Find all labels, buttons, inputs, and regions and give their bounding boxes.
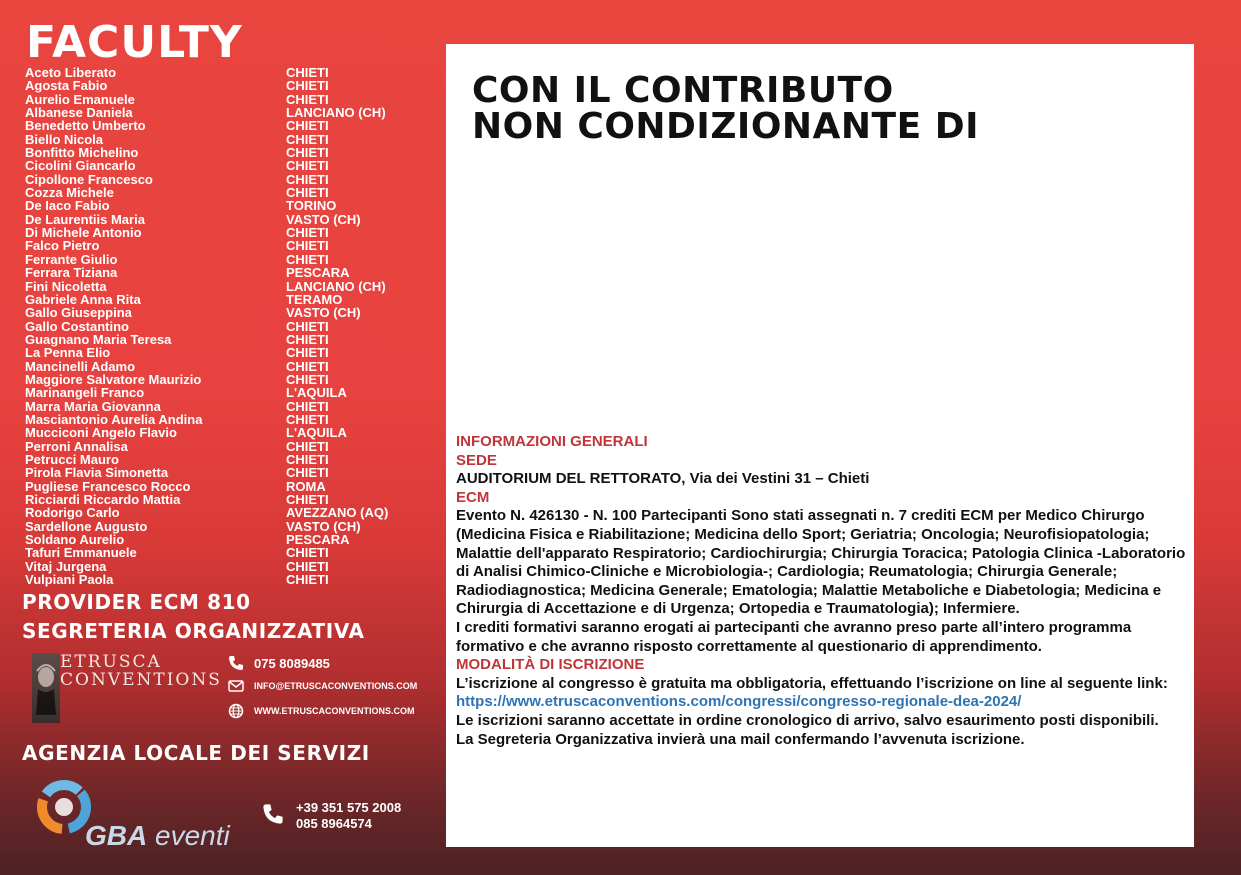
faculty-city: CHIETI bbox=[286, 238, 329, 254]
faculty-name: Bonfitto Michelino bbox=[25, 145, 139, 161]
faculty-city: CHIETI bbox=[286, 118, 329, 134]
registration-confirm: La Segreteria Organizzativa invierà una mail confermando l’avvenuta iscrizione. bbox=[456, 730, 1025, 748]
info-panel bbox=[446, 44, 1194, 847]
faculty-row bbox=[25, 119, 415, 132]
faculty-city: CHIETI bbox=[286, 225, 329, 241]
ecm-title: ECM bbox=[456, 488, 490, 506]
agency-phone-2[interactable] bbox=[296, 816, 372, 831]
faculty-row bbox=[25, 226, 415, 239]
faculty-row bbox=[25, 466, 415, 479]
faculty-name: Marinangeli Franco bbox=[25, 385, 145, 401]
faculty-city: L'AQUILA bbox=[286, 425, 347, 441]
faculty-row bbox=[25, 546, 415, 559]
faculty-row bbox=[25, 66, 415, 79]
faculty-city: CHIETI bbox=[286, 492, 329, 507]
faculty-city: CHIETI bbox=[286, 251, 329, 267]
faculty-name: Perroni Annalisa bbox=[25, 438, 128, 454]
faculty-name: Vulpiani Paola bbox=[25, 572, 114, 588]
faculty-row bbox=[25, 400, 415, 413]
faculty-row bbox=[25, 79, 415, 92]
faculty-city: CHIETI bbox=[286, 65, 329, 80]
general-info-title: INFORMAZIONI GENERALI bbox=[456, 433, 648, 450]
provider-website-text: WWW.ETRUSCACONVENTIONS.COM bbox=[254, 706, 415, 716]
faculty-row bbox=[25, 106, 415, 119]
phone-icon bbox=[262, 803, 284, 825]
faculty-row bbox=[25, 373, 415, 386]
faculty-row bbox=[25, 506, 415, 519]
gba-logo-text: GBA eventi bbox=[85, 820, 230, 851]
faculty-name: Albanese Daniela bbox=[25, 105, 133, 121]
faculty-row bbox=[25, 253, 415, 266]
faculty-name: Gallo Giuseppina bbox=[25, 305, 132, 321]
faculty-name: Biello Nicola bbox=[25, 131, 104, 147]
provider-phone[interactable] bbox=[228, 655, 330, 671]
faculty-row bbox=[25, 146, 415, 159]
faculty-row bbox=[25, 93, 415, 106]
faculty-row bbox=[25, 573, 415, 586]
faculty-name: Pugliese Francesco Rocco bbox=[25, 478, 191, 494]
faculty-row bbox=[25, 480, 415, 493]
faculty-row bbox=[25, 266, 415, 279]
provider-label: PROVIDER ECM 810 bbox=[22, 590, 251, 614]
faculty-city: VASTO (CH) bbox=[286, 211, 361, 227]
faculty-name: Cozza Michele bbox=[25, 185, 114, 201]
faculty-row bbox=[25, 453, 415, 466]
gba-eventi-logo bbox=[33, 776, 243, 856]
faculty-name: Mancinelli Adamo bbox=[25, 358, 136, 374]
faculty-row bbox=[25, 520, 415, 533]
faculty-city: CHIETI bbox=[286, 78, 329, 94]
faculty-row bbox=[25, 293, 415, 306]
agency-phone-1[interactable] bbox=[296, 800, 401, 815]
agency-phone-1-text: +39 351 575 2008 bbox=[296, 800, 402, 815]
faculty-row bbox=[25, 320, 415, 333]
faculty-row bbox=[25, 186, 415, 199]
faculty-name: Cicolini Giancarlo bbox=[25, 158, 136, 174]
faculty-name: Aceto Liberato bbox=[25, 65, 117, 80]
faculty-name: Marra Maria Giovanna bbox=[25, 398, 161, 414]
agency-phone-icon-wrap bbox=[262, 803, 284, 830]
local-agency-label: AGENZIA LOCALE DEI SERVIZI bbox=[22, 741, 370, 765]
faculty-name: Masciantonio Aurelia Andina bbox=[25, 411, 203, 427]
secretariat-label: SEGRETERIA ORGANIZZATIVA bbox=[22, 619, 365, 643]
faculty-name: Falco Pietro bbox=[25, 238, 100, 254]
faculty-name: Rodorigo Carlo bbox=[25, 505, 120, 521]
registration-order: Le iscrizioni saranno accettate in ordine cronologico di arrivo, salvo esaurimento posti disponibili. bbox=[456, 711, 1159, 729]
faculty-city: ROMA bbox=[286, 478, 326, 494]
faculty-city: CHIETI bbox=[286, 318, 329, 334]
provider-website[interactable] bbox=[228, 703, 415, 719]
faculty-city: TERAMO bbox=[286, 291, 343, 307]
registration-link[interactable]: https://www.etruscaconventions.com/congressi/congresso-regionale-dea-2024/ bbox=[456, 693, 1022, 711]
faculty-city: CHIETI bbox=[286, 371, 329, 387]
ecm-note: I crediti formativi saranno erogati ai partecipanti che avranno preso parte all’intero programma formativo e che avranno risposto correttamente al questionario di apprendimento. bbox=[456, 618, 1132, 655]
sponsor-heading-line2: NON CONDIZIONANTE DI bbox=[472, 106, 980, 147]
faculty-name: Mucciconi Angelo Flavio bbox=[25, 425, 177, 441]
etruscan-head-icon bbox=[32, 653, 60, 723]
faculty-city: CHIETI bbox=[286, 331, 329, 347]
faculty-row bbox=[25, 426, 415, 439]
registration-title: MODALITÀ DI ISCRIZIONE bbox=[456, 656, 645, 674]
faculty-name: Petrucci Mauro bbox=[25, 451, 119, 467]
faculty-row bbox=[25, 306, 415, 319]
faculty-row bbox=[25, 413, 415, 426]
faculty-row bbox=[25, 159, 415, 172]
faculty-name: Ricciardi Riccardo Mattia bbox=[25, 492, 181, 507]
faculty-city: LANCIANO (CH) bbox=[286, 278, 386, 294]
faculty-city: CHIETI bbox=[286, 465, 329, 481]
faculty-city: CHIETI bbox=[286, 411, 329, 427]
faculty-row bbox=[25, 560, 415, 573]
etrusca-conventions-logo bbox=[32, 652, 222, 725]
general-info bbox=[456, 433, 1188, 749]
etrusca-logo-line1: ETRUSCA bbox=[60, 652, 162, 672]
globe-icon bbox=[228, 703, 244, 719]
faculty-city: CHIETI bbox=[286, 558, 329, 574]
provider-email[interactable] bbox=[228, 679, 417, 693]
faculty-city: CHIETI bbox=[286, 358, 329, 374]
faculty-city: VASTO (CH) bbox=[286, 518, 361, 534]
faculty-row bbox=[25, 346, 415, 359]
faculty-name: Soldano Aurelio bbox=[25, 532, 125, 548]
faculty-city: TORINO bbox=[286, 198, 337, 214]
faculty-city: CHIETI bbox=[286, 398, 329, 414]
provider-email-text: INFO@ETRUSCACONVENTIONS.COM bbox=[254, 681, 418, 691]
faculty-city: CHIETI bbox=[286, 185, 329, 201]
faculty-row bbox=[25, 360, 415, 373]
faculty-city: AVEZZANO (AQ) bbox=[286, 505, 389, 521]
faculty-name: De Laurentiis Maria bbox=[25, 211, 145, 227]
faculty-name: De Iaco Fabio bbox=[25, 198, 110, 214]
faculty-row bbox=[25, 533, 415, 546]
faculty-city: CHIETI bbox=[286, 145, 329, 161]
faculty-name: Guagnano Maria Teresa bbox=[25, 331, 172, 347]
faculty-name: Aurelio Emanuele bbox=[25, 91, 135, 107]
faculty-name: Gallo Costantino bbox=[25, 318, 129, 334]
faculty-name: Cipollone Francesco bbox=[25, 171, 153, 187]
faculty-row bbox=[25, 280, 415, 293]
faculty-city: CHIETI bbox=[286, 545, 329, 561]
faculty-row bbox=[25, 386, 415, 399]
registration-text: L’iscrizione al congresso è gratuita ma obbligatoria, effettuando l’iscrizione on line al seguente link: bbox=[456, 674, 1168, 692]
faculty-city: CHIETI bbox=[286, 345, 329, 361]
faculty-name: Sardellone Augusto bbox=[25, 518, 148, 534]
faculty-row bbox=[25, 239, 415, 252]
provider-phone-text: 075 8089485 bbox=[254, 655, 330, 671]
faculty-row bbox=[25, 333, 415, 346]
faculty-name: Di Michele Antonio bbox=[25, 225, 142, 241]
faculty-name: Maggiore Salvatore Maurizio bbox=[25, 371, 202, 387]
phone-icon bbox=[228, 655, 244, 671]
etrusca-logo-line2: CONVENTIONS bbox=[60, 670, 222, 690]
faculty-name: Ferrante Giulio bbox=[25, 251, 118, 267]
faculty-city: PESCARA bbox=[286, 265, 350, 281]
faculty-name: Pirola Flavia Simonetta bbox=[25, 465, 169, 481]
faculty-name: Benedetto Umberto bbox=[25, 118, 146, 134]
faculty-city: CHIETI bbox=[286, 572, 329, 588]
faculty-row bbox=[25, 199, 415, 212]
faculty-city: VASTO (CH) bbox=[286, 305, 361, 321]
faculty-city: PESCARA bbox=[286, 532, 350, 548]
faculty-list bbox=[25, 66, 415, 586]
sponsor-heading bbox=[472, 70, 980, 147]
faculty-city: LANCIANO (CH) bbox=[286, 105, 386, 121]
venue-title: SEDE bbox=[456, 451, 497, 469]
faculty-city: CHIETI bbox=[286, 131, 329, 147]
faculty-name: Vitaj Jurgena bbox=[25, 558, 107, 574]
faculty-city: CHIETI bbox=[286, 438, 329, 454]
faculty-city: CHIETI bbox=[286, 171, 329, 187]
faculty-row bbox=[25, 493, 415, 506]
agency-phone-2-text: 085 8964574 bbox=[296, 816, 372, 831]
faculty-city: L'AQUILA bbox=[286, 385, 347, 401]
faculty-row bbox=[25, 173, 415, 186]
faculty-name: Agosta Fabio bbox=[25, 78, 108, 94]
faculty-row bbox=[25, 213, 415, 226]
ecm-text: Evento N. 426130 - N. 100 Partecipanti Sono stati assegnati n. 7 crediti ECM per Medico Chirurgo (Medicina Fisica e Riabilitazione; Medicina dello Sport; Geriatria; Oncologia; Neurofisiopatologia; Malattie dell'apparato Respiratorio; Cardiochirurgia; Chirurgia Toracica; Patologia Clinica -Laboratorio di Analisi Chimico-Cliniche e Microbiologia-; Cardiologia; Reumatologia; Chirurgia Generale; Radiodiagnostica; Medicina Generale; Ematologia; Malattie Metaboliche e Diabetologia; Medicina e Chirurgia di Accettazione e di Urgenza; Ortopedia e Traumatologia); Infermiere. bbox=[456, 507, 1186, 618]
faculty-name: La Penna Elio bbox=[25, 345, 111, 361]
faculty-city: CHIETI bbox=[286, 158, 329, 174]
faculty-name: Gabriele Anna Rita bbox=[25, 291, 141, 307]
faculty-row bbox=[25, 133, 415, 146]
mail-icon bbox=[228, 679, 244, 693]
faculty-city: CHIETI bbox=[286, 451, 329, 467]
faculty-title: FACULTY bbox=[26, 17, 243, 68]
faculty-city: CHIETI bbox=[286, 91, 329, 107]
venue-text: AUDITORIUM DEL RETTORATO, Via dei Vestini 31 – Chieti bbox=[456, 470, 870, 488]
faculty-name: Fini Nicoletta bbox=[25, 278, 107, 294]
faculty-name: Tafuri Emmanuele bbox=[25, 545, 137, 561]
sponsor-heading-line1: CON IL CONTRIBUTO bbox=[472, 70, 894, 111]
faculty-row bbox=[25, 440, 415, 453]
faculty-name: Ferrara Tiziana bbox=[25, 265, 118, 281]
